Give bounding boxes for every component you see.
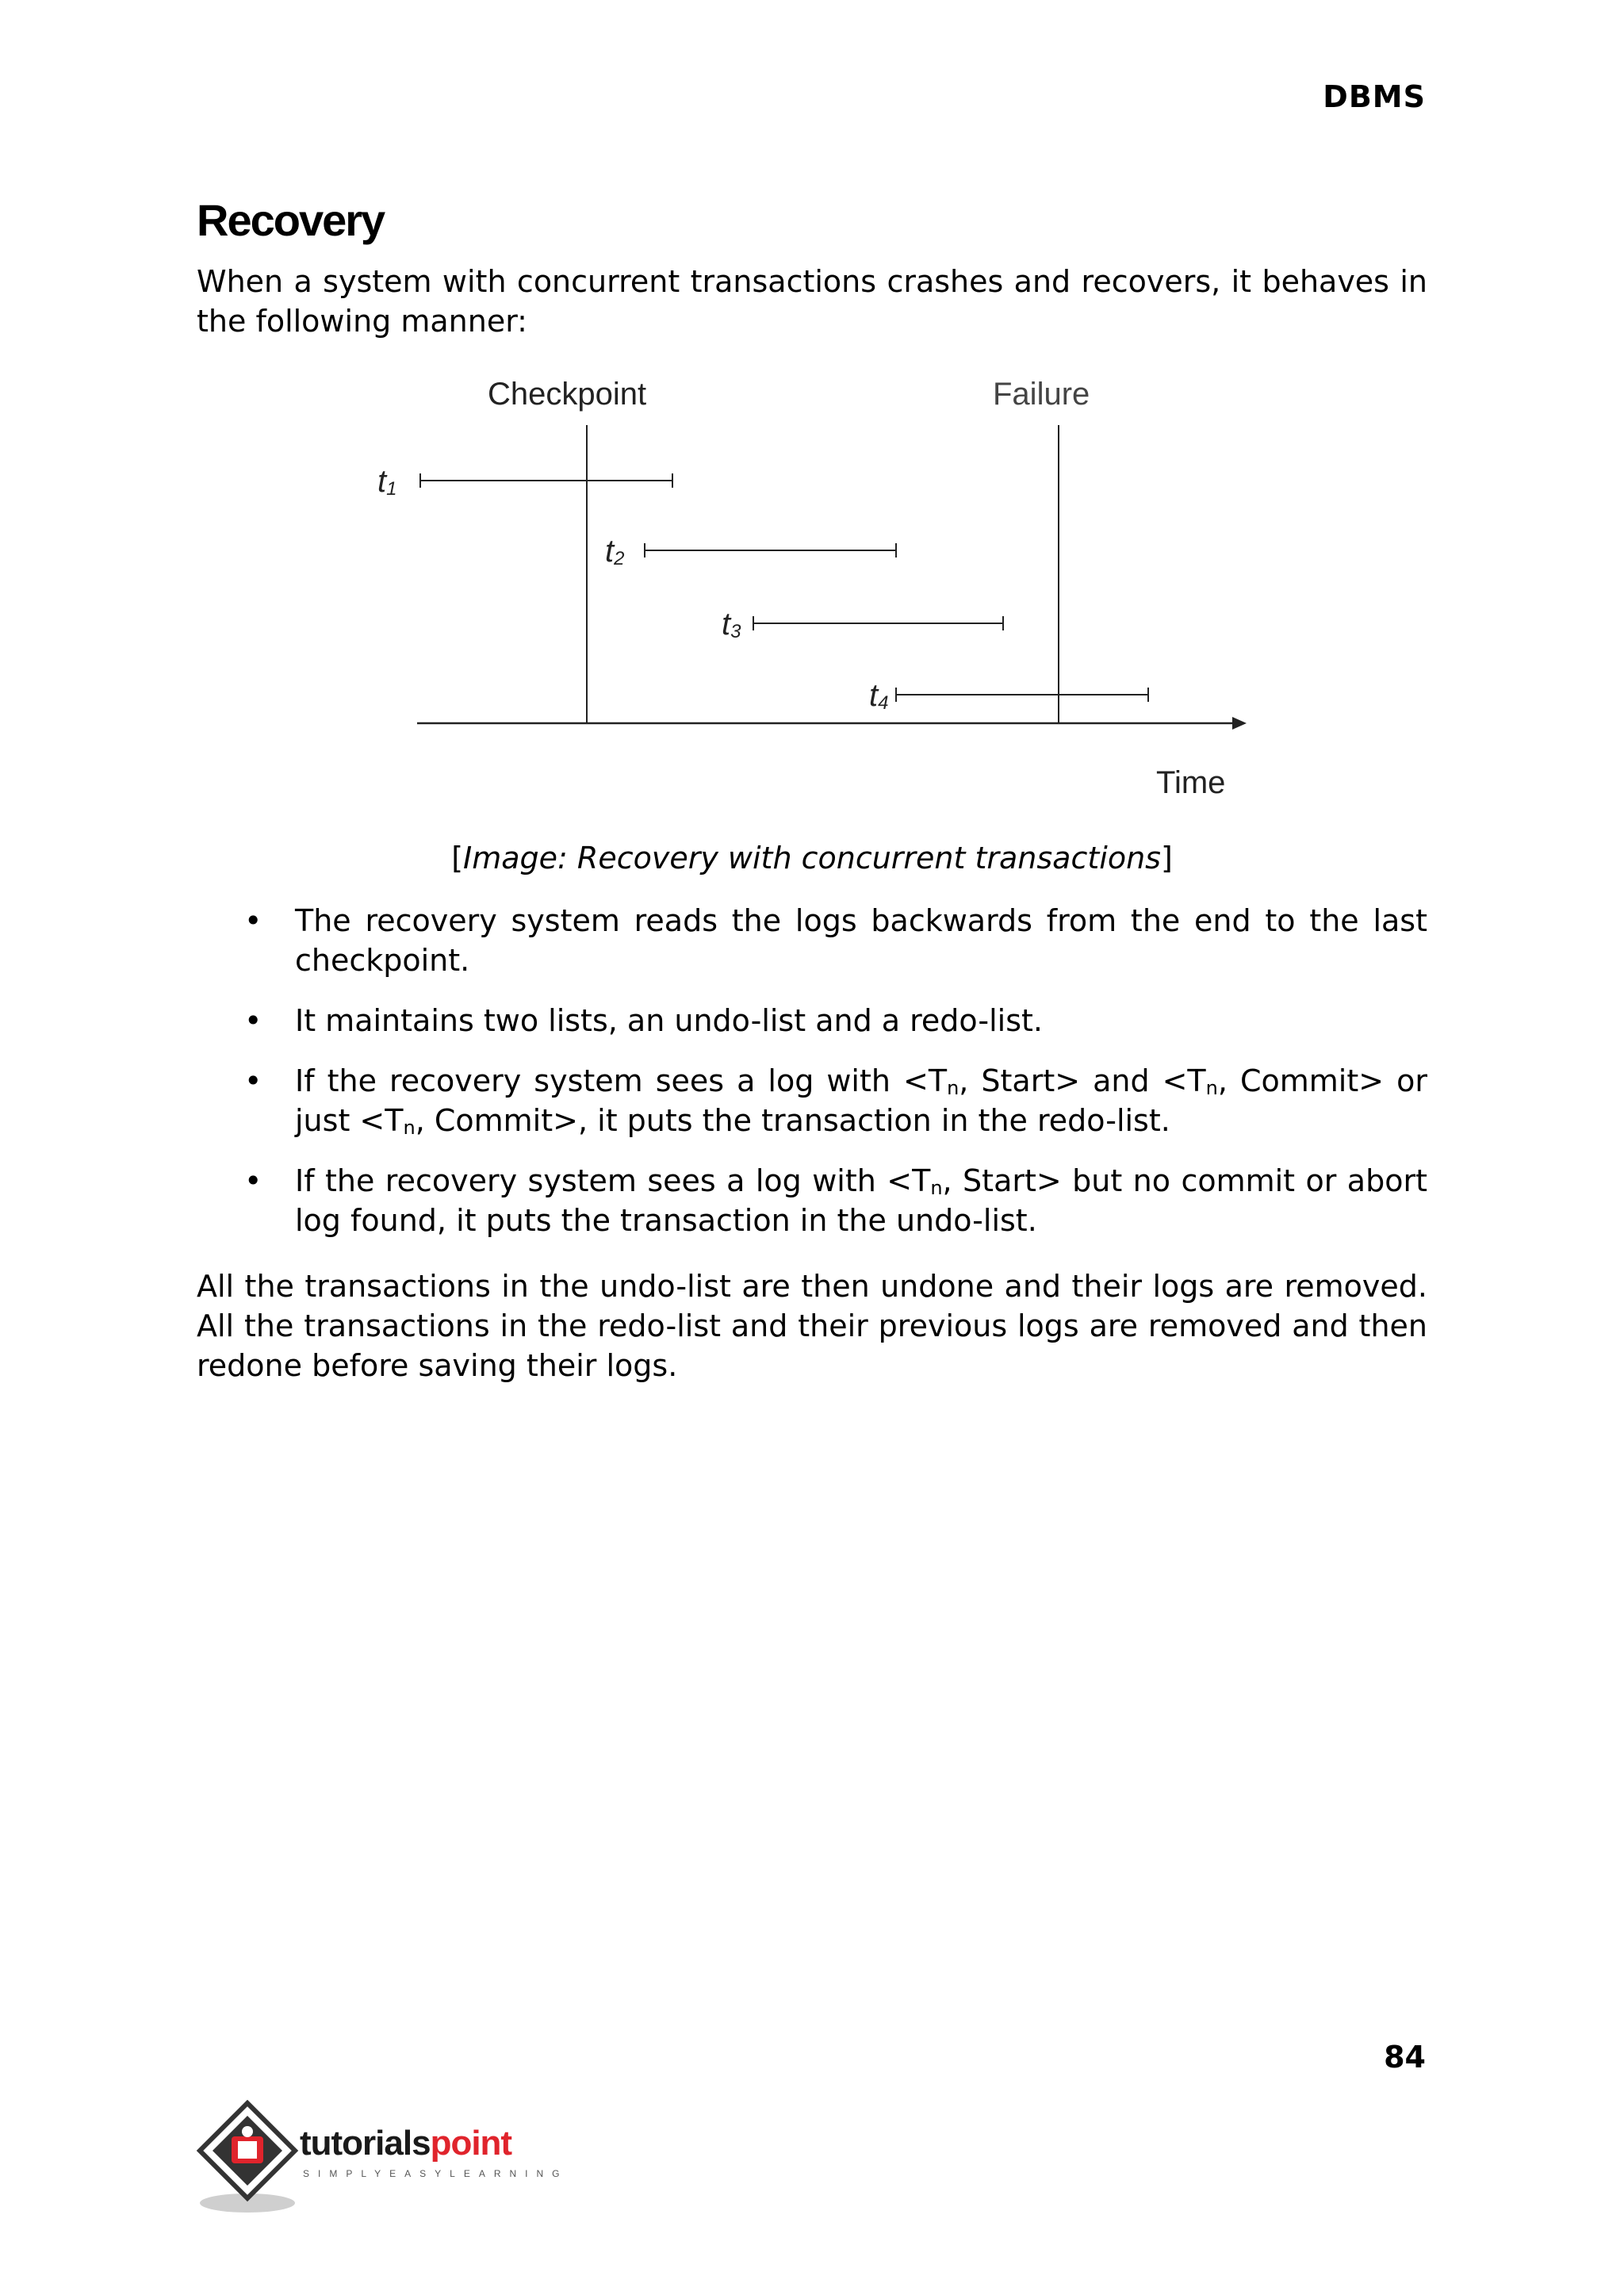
transaction-label-t2: t2 xyxy=(605,534,625,569)
bullet-icon: • xyxy=(244,1163,262,1198)
time-label: Time xyxy=(1156,765,1226,800)
logo-diamond-icon xyxy=(195,2100,306,2219)
checkpoint-label: Checkpoint xyxy=(488,377,647,412)
transaction-bar-t1 xyxy=(420,473,672,488)
transaction-label-t1: t1 xyxy=(377,464,397,500)
running-header: DBMS xyxy=(1323,79,1426,114)
page-number: 84 xyxy=(1384,2040,1426,2075)
section-title: Recovery xyxy=(197,195,385,245)
bullet-icon: • xyxy=(244,903,262,938)
failure-label: Failure xyxy=(993,377,1090,412)
figure-caption: [Image: Recovery with concurrent transactions] xyxy=(451,841,1173,875)
timeline-diagram xyxy=(349,365,1269,809)
time-axis-arrowhead xyxy=(1232,717,1247,730)
list-item: • The recovery system reads the logs backwards from the end to the last checkpoint. xyxy=(197,901,1427,980)
logo-tagline: SIMPLYEASYLEARNING xyxy=(303,2168,569,2179)
transaction-bar-t3 xyxy=(753,616,1003,630)
transaction-bar-t4 xyxy=(896,688,1148,702)
tutorialspoint-logo xyxy=(195,2100,576,2219)
list-item: • If the recovery system sees a log with $<T_n$, Start> but no commit or abort log found, it puts the transaction in the undo-list. xyxy=(197,1161,1427,1240)
transaction-label-t3: t3 xyxy=(722,607,741,642)
intro-paragraph: When a system with concurrent transactions crashes and recovers, it behaves in the following manner: xyxy=(197,264,1427,339)
list-item: • If the recovery system sees a log with $<T_n$, Start> and $<T_n$, Commit> or just $<T_n$, Commit>, it puts the transaction in the redo-list. xyxy=(197,1061,1427,1140)
logo-wordmark: tutorialspoint xyxy=(300,2124,512,2163)
summary-paragraph: All the transactions in the undo-list are then undone and their logs are removed. All the transactions in the redo-list and their previous logs are removed and then redone before saving their logs. xyxy=(197,1269,1427,1383)
bullet-icon: • xyxy=(244,1003,262,1038)
bullet-list xyxy=(197,901,1427,1261)
transaction-label-t4: t4 xyxy=(869,678,889,714)
list-item: • It maintains two lists, an undo-list and a redo-list. xyxy=(197,1001,1427,1040)
figure-caption-text: Image: Recovery with concurrent transactions xyxy=(463,841,1161,875)
recovery-figure xyxy=(349,365,1269,809)
bullet-icon: • xyxy=(244,1063,262,1098)
transaction-bar-t2 xyxy=(645,543,896,557)
